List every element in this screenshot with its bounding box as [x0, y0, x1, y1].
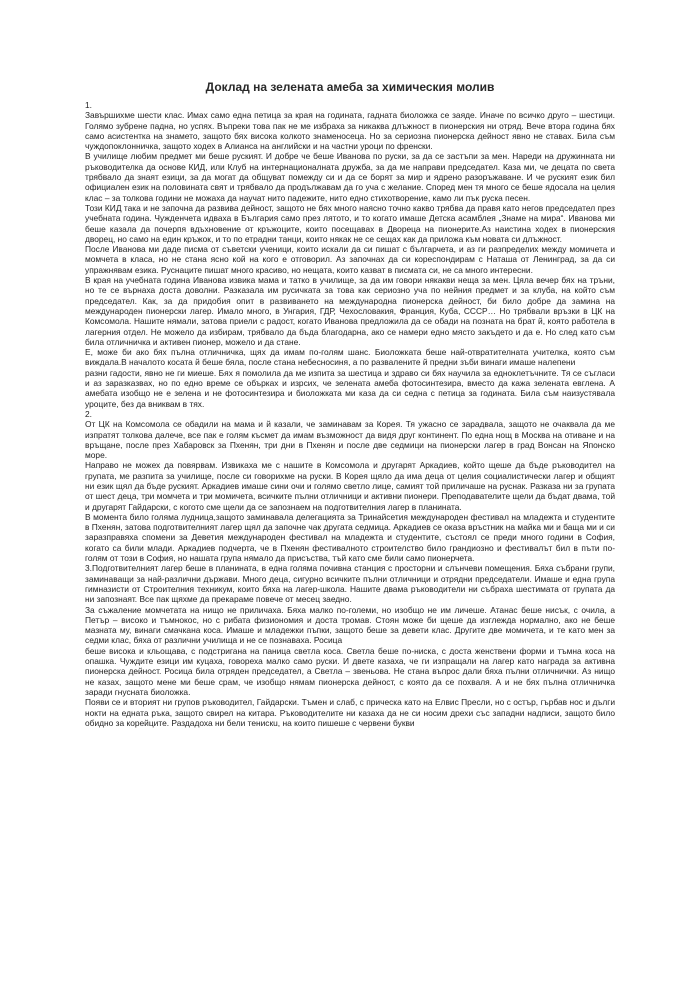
paragraph: В училище любим предмет ми беше руският. И добре че беше Иванова по руски, за да се застъпи за мен. Нареди на дружинната ни ръководителка да основе КИД, или Клуб на интернационалната дружба, за да ме направи председател. Каза ми, че децата по света трябвало да знаят езици, за да могат да общуват помежду си и да се борят за мир и ядрено разоръжаване. И че руският език бил официален език на половината свят и трябвало да продължавам да го уча с желание. Според мен тя много се беше ядосала на целия клас – за толкова години не можаха да научат нито падежите, нито едно стихотворение, камо ли пък руска песен. [85, 151, 615, 203]
paragraph: Появи се и вторият ни групов ръководител, Гайдарски. Тъмен и слаб, с прическа като на Елвис Пресли, но с остър, гърбав нос и дълги нокти на едната ръка, защото свирел на китара. Ръководителите ни казаха да не си носим дрехи със западни надписи, защото било обидно за корейците. Раздадоха ни бели тенискu, на които пишеше с червени букви [85, 697, 615, 728]
paragraph: Завършихме шести клас. Имах само една петица за края на годината, гадната биоложка се заяде. Иначе по всичко друго – шестици. Голямо зубрене падна, но успях. Въпреки това пак не ме избраха за никаква длъжност в пионерския ни отряд. Вече втора година бях само асистентка на знамето, защото бях висока колкото знаменосеца. Но за сериозна пионерска дейност явно не ставах. Била съм чуждопоклонничка, защото ходех в Алианса на английски и на частни уроци по френски. [85, 110, 615, 152]
paragraph: В момента било голяма лудница,защото заминавала делегацията за Тринайсетия международен фестивал на младежта и студентите в Пхенян, затова подготвителният лагер щял да започне чак другата седмица. Аркадиев се оказа връстник на майка ми и баща ми и си заразправяха спомени за Деветия международен фестивал на младежта и студентите, състоял се преди много години в София, когато са били млади. Аркадиев подчерта, че в Пхенян фестивалното строителство било грандиозно и фестивалът бил в пъти по-голям от този в София, но нашата група нямало да присъства, тъй като сме били само пионерчета. [85, 511, 615, 564]
document-title: Доклад на зелената амеба за химическия молив [205, 80, 495, 94]
document-body [85, 100, 615, 728]
paragraph: Е, може би ако бях пълна отличничка, щях да имам по-голям шанс. Биоложката беше най-отвратителната учителка, която съм виждала.В началото косата й беше бяла, после стана небесносиня, а по развалените й предни зъби винаги имаше налепени [85, 347, 615, 368]
paragraph: За съжаление момчетата на нищо не приличаха. Бяха малко по-големи, но изобщо не им личеше. Атанас беше нисък, с очила, а Петър – високо и тъмнокос, но с рибата физиономия и доста тромав. Стоян може би щеше да изглежда нормално, ако не беше мазната му, винаги смачкана коса. Имаше и младежки пъпки, защото беше за девети клас. Другите две момичета, и те като мен за седми клас, бяха от различни училища и не се познаваха. Росица [85, 604, 615, 646]
section-number: 2. [85, 408, 92, 419]
paragraph: разни гадости, явно не ги миеше. Бях я помолила да ме изпита за шестица и здраво си бях научила за едноклетъчните. Тя се съгласи и аз заразказвах, но по едно време се обърках и изрсих, че зелената амеба фотосинтезира, вместо да кажа зелената евглена. А амебата изобщо не е зелена и не фотосинтезира и биоложката ми каза да си седна с петица за годината. Била съм наизустявала уроците, без да вниквам в тях. [85, 367, 615, 409]
paragraph: От ЦК на Комсомола се обадили на мама и й казали, че заминавам за Корея. Тя ужасно се зарадвала, защото не очаквала да ме изпратят толкова далече, все пак е голям късмет да имам възможност да видя друг континент. По една нощ в Москва на отиване и на връщане, после през Хабаровск за Пхенян, три дни в Пхенян и после две седмици на пионерски лагер в град Вонсан на Японско море. [85, 419, 615, 461]
paragraph: После Иванова ми даде писма от съветски ученици, които искали да си пишат с българчета, и аз ги разпределих между момичета и момчета в класа, но не стана ясно кой на кого е отговорил. Аз започнах да си кореспондирам с Наташа от Ленинград, за да си упражнявам езика. Руснаците пишат много красиво, но нещата, които казват в писмата си, не са много интересни. [85, 244, 615, 275]
paragraph: В края на учебната година Иванова извика мама и татко в училище, за да им говори някакви неща за мен. Цяла вечер бях на тръни, но те се върнаха доста доволни. Разказала им русичката за това как сериозно уча по нейния предмет и за клуба, на който съм председател. Как, за да придобия опит в развиването на международна пионерска дейност, би било добре да замина на международен пионерски лагер. Имало много, в Унгария, ГДР, Чехословакия, Франция, Куба, СССР… Но трябвали връзки в ЦК на Комсомола. Нашите нямали, затова приели с радост, когато Иванова предложила да се обади на позната на брат й, която работела в лагерния отдел. Не можело да избирам, трябвало да бъда благодарна, ако се намери едно място закъдето и да е. Но след като съм била отличничка и активен пионер, можело и да стане. [85, 275, 615, 347]
paragraph: беше висока и кльощава, с подстригана на паница светла коса. Светла беше по-ниска, с доста женствени форми и тъмна коса на опашка. Чуждите езици им куцаха, говореха малко само руски. И двете казаха, че ги изпращали на лагер като награда за активна пионерска дейност. Росица била отряден председател, а Светла – звеньова. Не стана въпрос дали бяха пълни отличнички. Аз нищо не казах, защото мене ми беше срам, че изобщо нямам пионерска дейност, с която да се похваля. А и не бях пълна отличничка заради гнусната биоложка. [85, 645, 615, 697]
section-number: 1. [85, 100, 92, 110]
paragraph: 3.Подготвителният лагер беше в планината, в една голяма почивна станция с просторни и слънчеви помещения. Бяха събрани групи, заминаващи за най-различни държави. Много деца, сигурно всичките пълни отличници и отрядни председатели. Имаше и една група гимназисти от Строителния техникум, които бяха на лагер-школа. Нашите двама ръководители ни събраха шестимата от групата да ни запознаят. Все пак щяхме да прекараме повече от месец заедно. [85, 563, 615, 605]
paragraph: Направо не можех да повярвам. Извикаха ме с нашите в Комсомола и другарят Аркадиев, който щеше да бъде ръководител на групата, ме разпита за училище, после си говорихме на руски. В Корея щяло да има деца от целия социалистически лагер и общият ни език щял да бъде руският. Аркадиев имаше сини очи и голямо светло лице, самият той приличаше на руснак. Разказа ни за групата от шест деца, три момчета и три момичета, всичките пълни отличници и активни пионери. Преподавателите щели да бъдат двама, той и другарят Гайдарски, с когото сме щели да се запознаем на подготвителния лагер в планината. [85, 460, 615, 512]
paragraph: Този КИД така и не започна да развива дейност, защото не бях много наясно точно какво трябва да правя като негов председател през учебната година. Чужденчета идваха в България само през лятото, и то когато имаше Детска асамблея „Знаме на мира“. Иванова ми беше казала да почерпя вдъхновение от кръжоците, които посещавах в Двореца на пионерите.Аз наистина ходех в пионерския дворец, но само на един кръжок, и то по етрадни танци, които някак не се сещах как да приложа към новата си длъжност. [85, 202, 615, 244]
